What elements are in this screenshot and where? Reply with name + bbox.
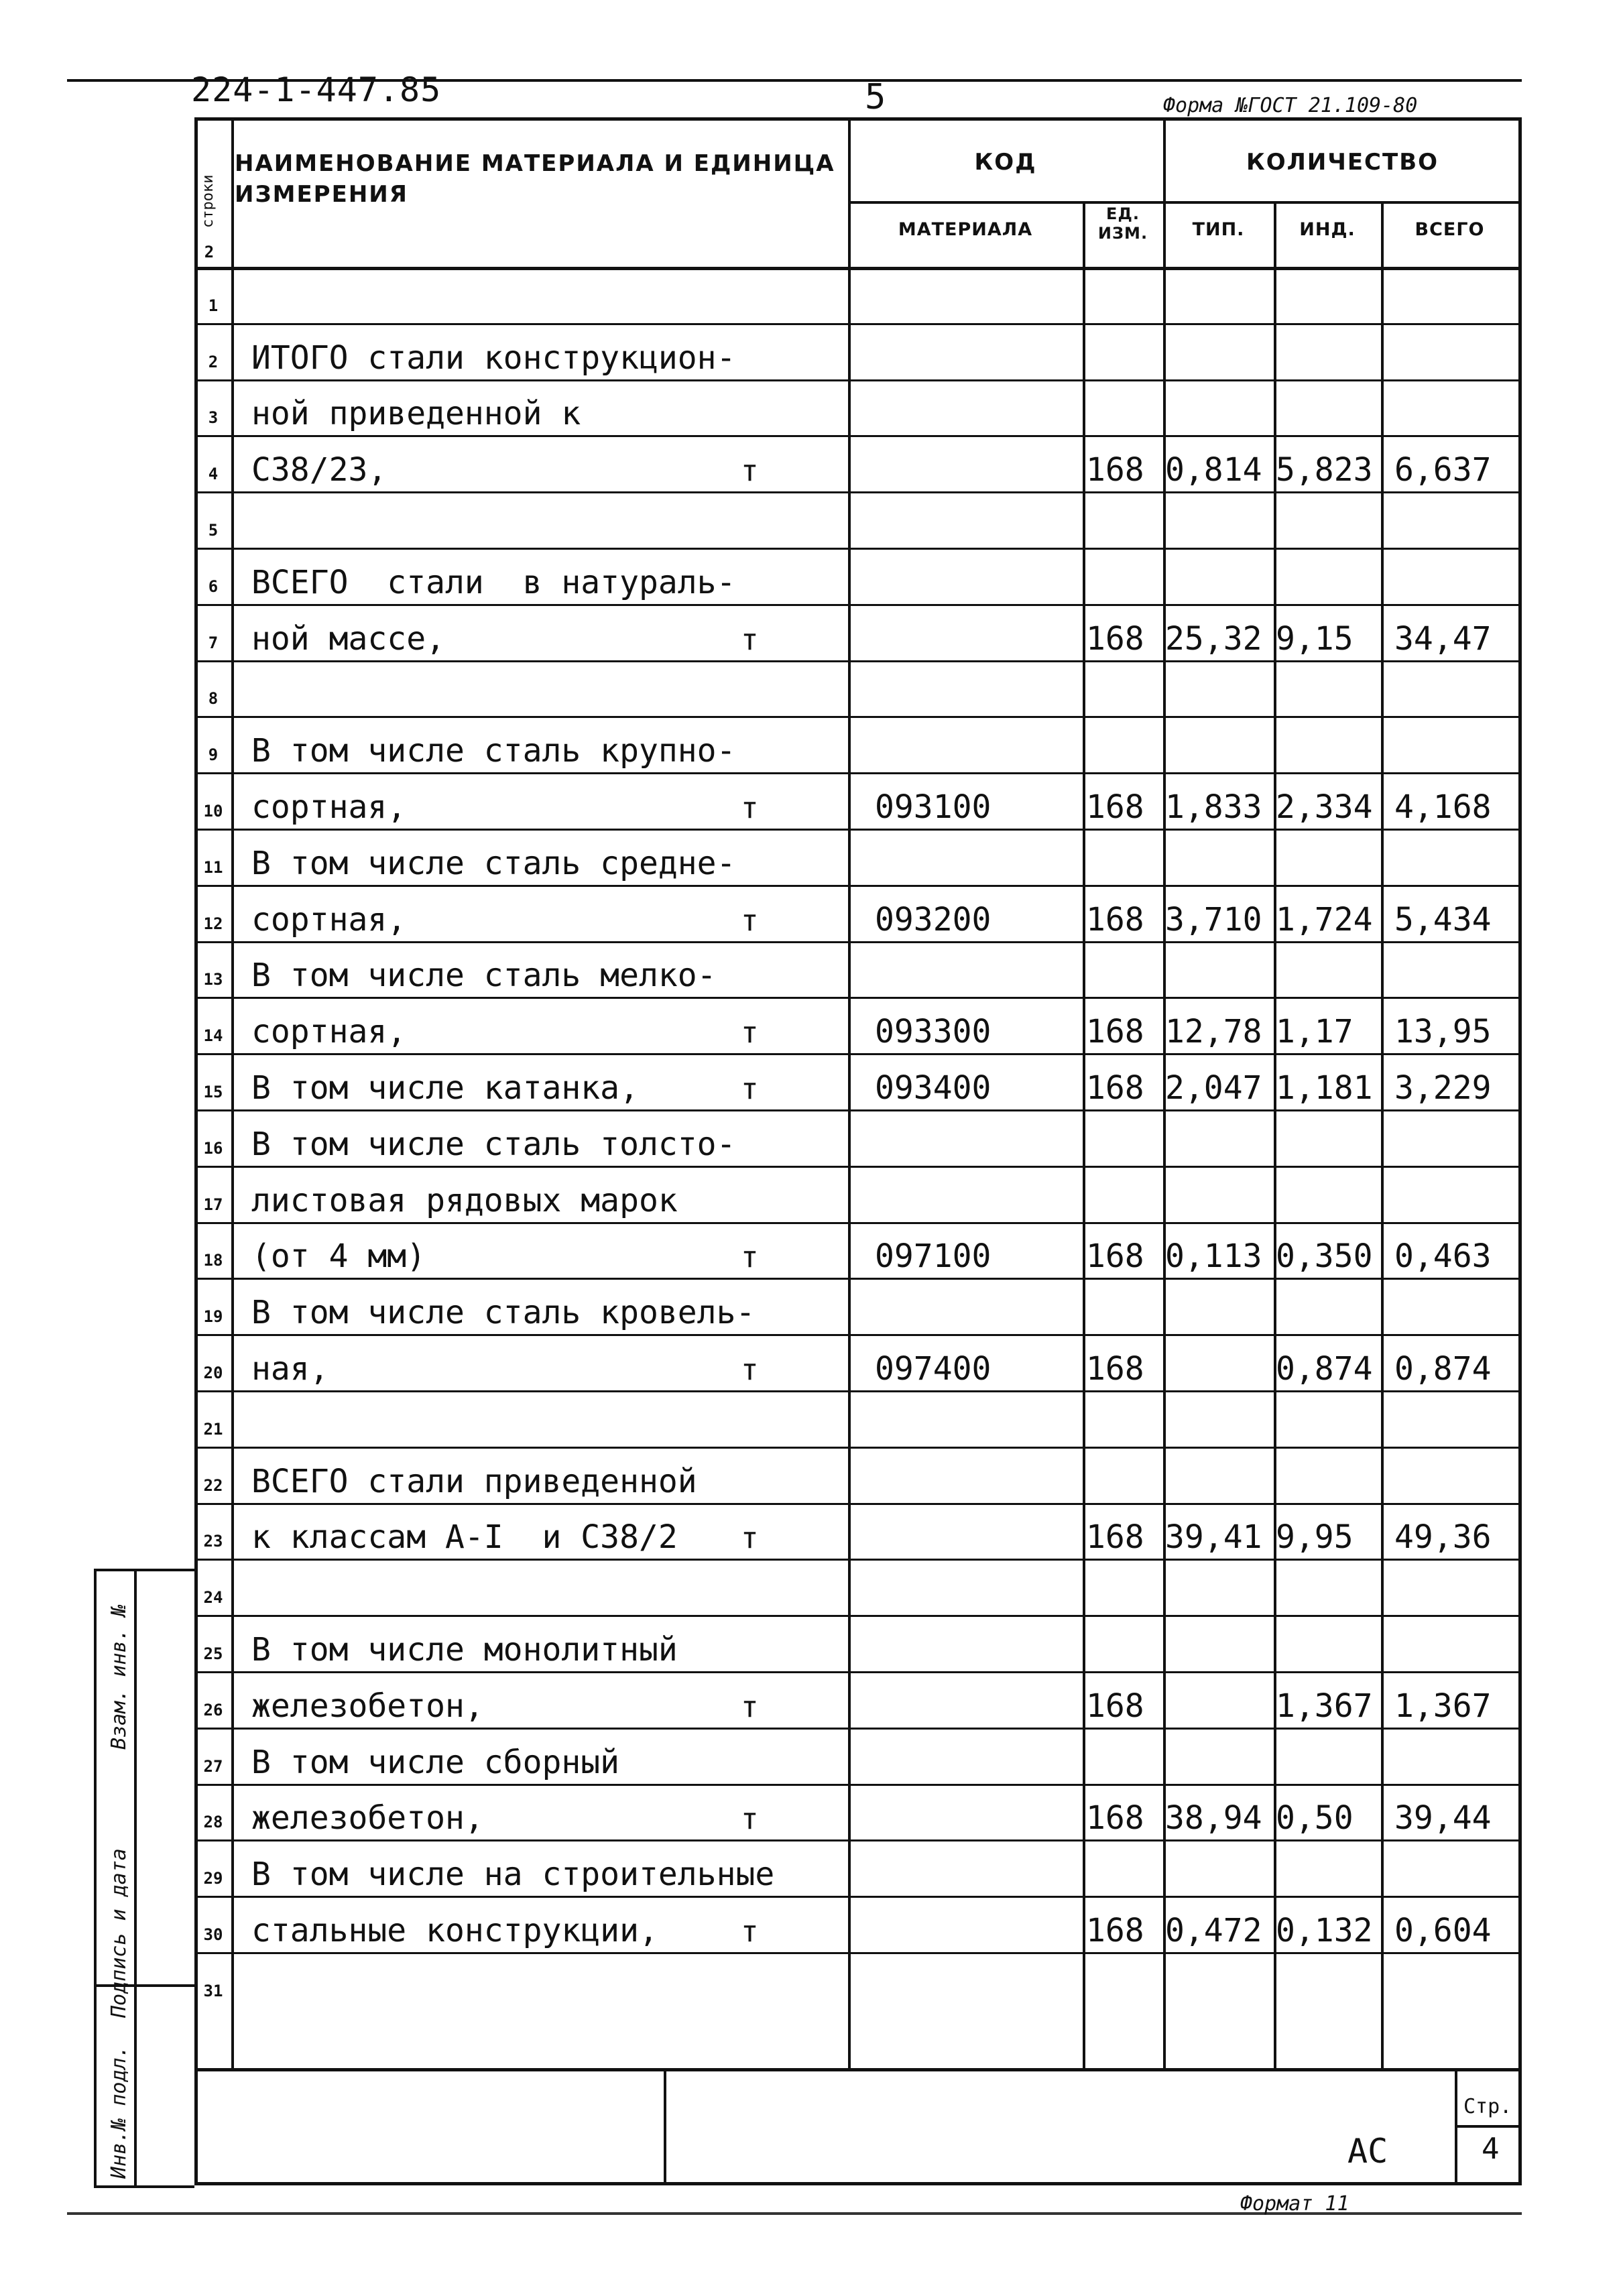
- column-divider: [1083, 201, 1085, 2068]
- row-number: 17: [203, 1195, 223, 1214]
- header-qty-ind: ИНД.: [1299, 219, 1356, 240]
- margin-stamp-line: [94, 2185, 194, 2188]
- row-number: 13: [203, 970, 223, 989]
- row-number: 21: [203, 1419, 223, 1439]
- row-qty-typ: 3,710: [1165, 900, 1262, 939]
- row-qty-ind: 9,15: [1276, 619, 1354, 658]
- row-rule: [194, 997, 1522, 999]
- footer-page-value: 4: [1482, 2132, 1500, 2166]
- row-rule: [194, 1559, 1522, 1561]
- header-code: КОД: [974, 149, 1037, 176]
- row-number: 28: [203, 1813, 223, 1832]
- row-number: 1: [208, 296, 219, 315]
- header-qty-total: ВСЕГО: [1415, 219, 1485, 240]
- row-qty-total: 3,229: [1394, 1069, 1492, 1107]
- column-divider: [848, 117, 851, 2068]
- margin-stamp-line: [94, 1569, 97, 2185]
- row-unit-code: 168: [1086, 1687, 1144, 1725]
- row-number: 7: [208, 633, 219, 652]
- row-unit-code: 168: [1086, 1013, 1144, 1051]
- row-name: В том числе сталь крупно-: [251, 732, 736, 770]
- row-rule: [194, 1278, 1522, 1280]
- row-number: 11: [203, 857, 223, 877]
- row-unit: т: [741, 1016, 759, 1050]
- row-qty-typ: 2,047: [1165, 1069, 1262, 1107]
- row-number: 18: [203, 1251, 223, 1270]
- row-name: листовая рядовых марок: [251, 1181, 678, 1219]
- row-name: к классам А-I и С38/2: [251, 1518, 678, 1557]
- row-name: железобетон,: [251, 1799, 484, 1837]
- row-rule: [194, 1053, 1522, 1055]
- header-bottom-rule: [194, 267, 1522, 270]
- row-qty-total: 0,874: [1394, 1350, 1492, 1388]
- row-rule: [194, 1896, 1522, 1898]
- row-number: 5: [208, 521, 219, 540]
- footer-divider: [1455, 2125, 1522, 2128]
- row-qty-ind: 5,823: [1276, 451, 1373, 489]
- row-qty-total: 4,168: [1394, 788, 1492, 826]
- row-name: железобетон,: [251, 1687, 484, 1725]
- row-qty-ind: 0,350: [1276, 1237, 1373, 1276]
- row-unit: т: [741, 1915, 759, 1949]
- row-unit-code: 168: [1086, 1350, 1144, 1388]
- document-code: 224-1-447.85: [191, 70, 442, 109]
- row-name: стальные конструкции,: [251, 1912, 658, 1949]
- row-qty-ind: 1,17: [1276, 1013, 1354, 1051]
- row-name: сортная,: [251, 1013, 407, 1051]
- row-unit-code: 168: [1086, 1518, 1144, 1557]
- row-qty-ind: 0,132: [1276, 1912, 1373, 1949]
- row-name: В том числе сталь кровель-: [251, 1294, 756, 1332]
- row-qty-total: 34,47: [1394, 619, 1492, 658]
- row-number: 27: [203, 1756, 223, 1776]
- row-name: В том числе монолитный: [251, 1631, 678, 1669]
- row-unit: т: [741, 454, 759, 489]
- footer-page-label: Стр.: [1463, 2095, 1512, 2118]
- row-rule: [194, 716, 1522, 718]
- row-code: 093300: [875, 1013, 991, 1051]
- row-name: ной массе,: [251, 619, 445, 658]
- header-row-number: 2: [204, 243, 215, 261]
- row-name: ная,: [251, 1350, 329, 1388]
- row-code: 093200: [875, 900, 991, 939]
- column-divider: [1381, 201, 1384, 2068]
- row-qty-typ: 1,833: [1165, 788, 1262, 826]
- row-name: В том числе на строительные: [251, 1856, 775, 1894]
- row-qty-ind: 9,95: [1276, 1518, 1354, 1557]
- row-qty-total: 5,434: [1394, 900, 1492, 939]
- row-number: 15: [203, 1083, 223, 1101]
- row-name: ВСЕГО стали приведенной: [251, 1462, 697, 1500]
- row-qty-total: 39,44: [1394, 1799, 1492, 1837]
- row-unit-code: 168: [1086, 619, 1144, 658]
- row-name: сортная,: [251, 788, 407, 826]
- row-name: С38/23,: [251, 451, 387, 489]
- row-unit: т: [741, 1521, 759, 1556]
- row-unit: т: [741, 1240, 759, 1275]
- row-code: 093100: [875, 788, 991, 826]
- row-rule: [194, 1109, 1522, 1111]
- row-qty-total: 0,604: [1394, 1912, 1492, 1949]
- form-note: Форма №ГОСТ 21.109-80: [1163, 94, 1418, 117]
- header-name: НАИМЕНОВАНИЕ МАТЕРИАЛА И ЕДИНИЦА ИЗМЕРЕНИЯ: [235, 150, 835, 208]
- row-qty-typ: 25,32: [1165, 619, 1262, 658]
- row-rule: [194, 1503, 1522, 1505]
- row-qty-total: 6,637: [1394, 451, 1492, 489]
- row-qty-ind: 1,724: [1276, 900, 1373, 939]
- row-rule: [194, 885, 1522, 887]
- row-rule: [194, 435, 1522, 437]
- row-rule: [194, 1839, 1522, 1841]
- row-qty-typ: 39,41: [1165, 1518, 1262, 1557]
- row-unit-code: 168: [1086, 1069, 1144, 1107]
- row-number: 23: [203, 1532, 223, 1551]
- row-rule: [194, 1784, 1522, 1786]
- row-number: 6: [208, 577, 219, 596]
- row-qty-typ: 0,814: [1165, 451, 1262, 489]
- row-number: 25: [203, 1644, 223, 1663]
- header-qty-typ: ТИП.: [1192, 219, 1245, 240]
- row-unit: т: [741, 791, 759, 825]
- row-number: 14: [203, 1026, 223, 1046]
- row-number: 31: [203, 1981, 223, 2000]
- format-note: Формат 11: [1240, 2192, 1349, 2216]
- row-qty-typ: 38,94: [1165, 1799, 1262, 1837]
- header-divider: [848, 201, 1522, 204]
- row-rule: [194, 323, 1522, 325]
- row-number: 19: [203, 1307, 223, 1327]
- row-rule: [194, 1334, 1522, 1336]
- row-number: 26: [203, 1700, 223, 1719]
- row-qty-ind: 1,367: [1276, 1687, 1373, 1725]
- row-qty-ind: 0,50: [1276, 1799, 1354, 1837]
- row-number: 4: [208, 465, 219, 484]
- row-unit-code: 168: [1086, 451, 1144, 489]
- row-unit: т: [741, 903, 759, 938]
- page-number: 5: [865, 77, 886, 117]
- row-number: 29: [203, 1869, 223, 1888]
- row-rule: [194, 1615, 1522, 1617]
- row-rule: [194, 772, 1522, 774]
- row-number: 2: [208, 352, 219, 371]
- row-name: В том числе катанка,: [251, 1069, 639, 1107]
- row-rule: [194, 1390, 1522, 1392]
- row-name: В том числе сталь мелко-: [251, 957, 717, 995]
- header-quantity: КОЛИЧЕСТВО: [1246, 149, 1439, 176]
- row-number: 8: [208, 689, 219, 709]
- row-rule: [194, 1952, 1522, 1954]
- row-qty-total: 13,95: [1394, 1013, 1492, 1051]
- row-number: 16: [203, 1138, 223, 1158]
- side-label-inv: Инв.№ подл.: [107, 2045, 131, 2179]
- row-unit-code: 168: [1086, 1912, 1144, 1949]
- row-number: 30: [203, 1925, 223, 1944]
- row-qty-total: 1,367: [1394, 1687, 1492, 1725]
- row-number: 3: [208, 408, 219, 428]
- side-label-replace: Взам. инв. №: [107, 1604, 131, 1750]
- row-rule: [194, 941, 1522, 943]
- row-unit-code: 168: [1086, 1237, 1144, 1276]
- row-rule: [194, 1166, 1522, 1168]
- row-qty-total: 49,36: [1394, 1518, 1492, 1557]
- row-name: ной приведенной к: [251, 395, 581, 433]
- footer-top-rule: [194, 2068, 1522, 2071]
- row-name: (от 4 мм): [251, 1237, 426, 1276]
- row-unit: т: [741, 1802, 759, 1837]
- row-number: 22: [203, 1475, 223, 1495]
- row-code: 097400: [875, 1350, 991, 1388]
- row-unit-code: 168: [1086, 900, 1144, 939]
- row-unit-code: 168: [1086, 1799, 1144, 1837]
- row-unit: т: [741, 1072, 759, 1106]
- row-number: 10: [203, 802, 223, 821]
- row-qty-typ: 0,113: [1165, 1237, 1262, 1276]
- column-divider: [231, 117, 234, 2068]
- row-qty-typ: 12,78: [1165, 1013, 1262, 1051]
- row-number: 9: [208, 745, 219, 765]
- row-unit-code: 168: [1086, 788, 1144, 826]
- row-rule: [194, 1671, 1522, 1673]
- row-rule: [194, 548, 1522, 550]
- row-number: 20: [203, 1364, 223, 1382]
- row-rule: [194, 1728, 1522, 1730]
- row-rule: [194, 1222, 1522, 1224]
- row-rule: [194, 604, 1522, 606]
- row-name: В том числе сталь средне-: [251, 844, 736, 882]
- row-qty-ind: 0,874: [1276, 1350, 1373, 1388]
- row-rule: [194, 379, 1522, 381]
- row-rule: [194, 829, 1522, 831]
- row-code: 093400: [875, 1069, 991, 1107]
- row-name: ИТОГО стали конструкцион-: [251, 339, 736, 377]
- footer-code: АС: [1347, 2132, 1388, 2171]
- row-qty-typ: 0,472: [1165, 1912, 1262, 1949]
- row-name: ВСЕГО стали в натураль-: [251, 563, 736, 601]
- row-qty-ind: 1,181: [1276, 1069, 1373, 1107]
- footer-divider: [664, 2068, 666, 2185]
- header-row-label: строки: [200, 174, 217, 228]
- row-unit: т: [741, 1689, 759, 1724]
- row-qty-ind: 2,334: [1276, 788, 1373, 826]
- margin-stamp-line: [94, 1569, 194, 1571]
- row-number: 12: [203, 914, 223, 933]
- header-code-material: МАТЕРИАЛА: [898, 219, 1033, 240]
- row-qty-total: 0,463: [1394, 1237, 1492, 1276]
- row-number: 24: [203, 1588, 223, 1608]
- row-rule: [194, 660, 1522, 662]
- margin-stamp-line: [134, 1569, 137, 2185]
- row-rule: [194, 491, 1522, 493]
- row-name: сортная,: [251, 900, 407, 939]
- row-unit: т: [741, 622, 759, 657]
- side-label-sign: Подпись и дата: [107, 1848, 131, 2018]
- row-name: В том числе сталь толсто-: [251, 1125, 736, 1163]
- row-unit: т: [741, 1353, 759, 1387]
- row-rule: [194, 1447, 1522, 1449]
- row-code: 097100: [875, 1237, 991, 1276]
- row-name: В том числе сборный: [251, 1743, 620, 1781]
- header-code-unit: ЕД. ИЗМ.: [1097, 204, 1148, 243]
